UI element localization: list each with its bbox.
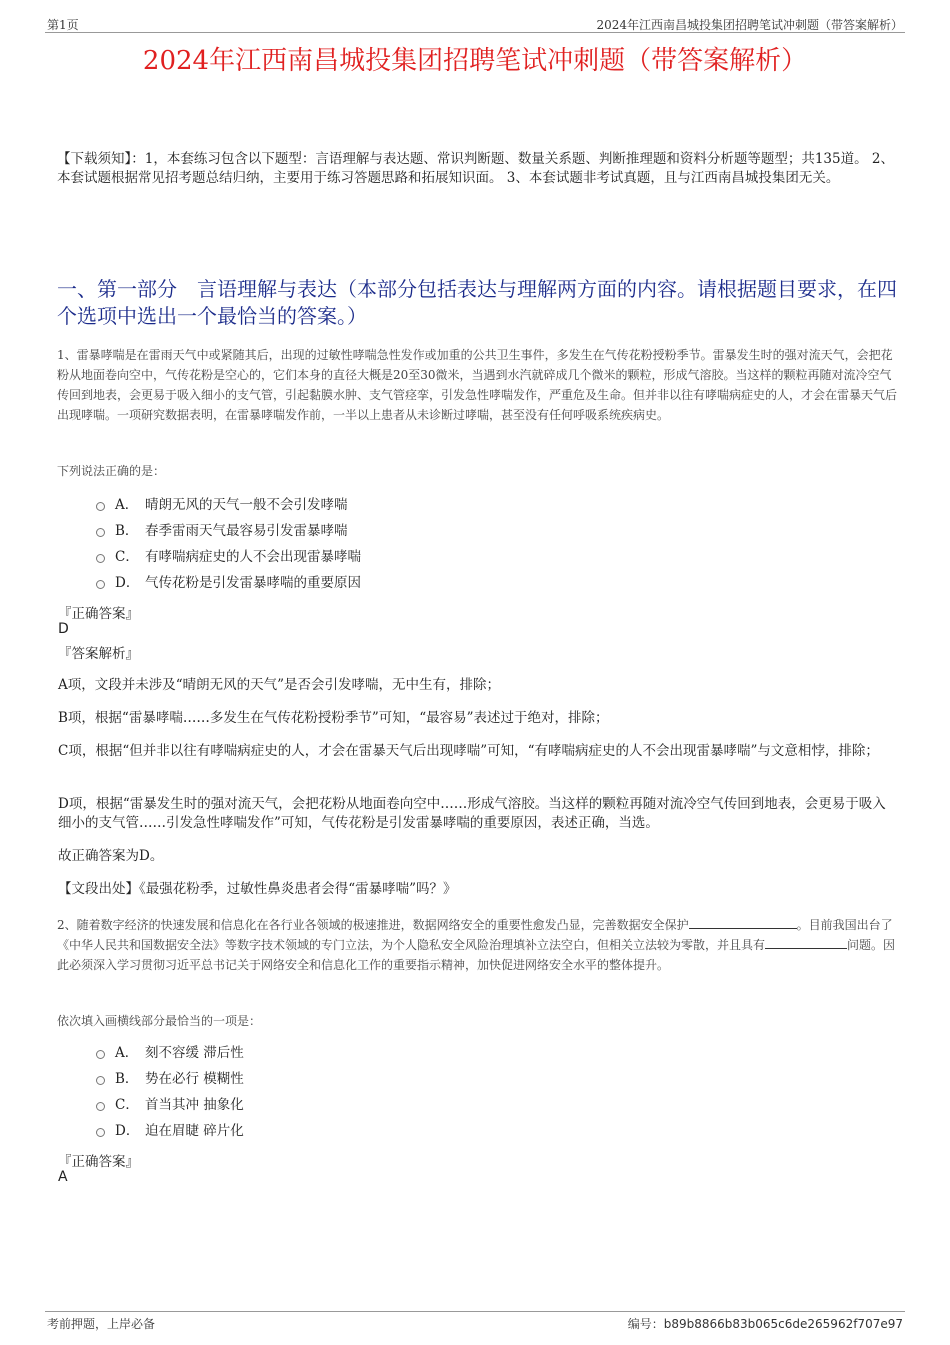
analysis-label: 『答案解析』 bbox=[58, 646, 139, 662]
fill-blank-2 bbox=[765, 936, 847, 949]
answer-label: 『正确答案』 bbox=[58, 1154, 139, 1170]
analysis-a: A项，文段并未涉及“晴朗无风的天气”是否会引发哮喘，无中生有，排除； bbox=[58, 677, 501, 693]
analysis-conclusion: 故正确答案为D。 bbox=[58, 848, 164, 864]
option-c[interactable]: C． 有哮喘病症史的人不会出现雷暴哮喘 bbox=[96, 544, 361, 570]
option-b[interactable]: B． 势在必行 模糊性 bbox=[96, 1066, 244, 1092]
radio-icon[interactable] bbox=[96, 1128, 105, 1137]
fill-blank-1 bbox=[689, 916, 797, 929]
radio-icon[interactable] bbox=[96, 1050, 105, 1059]
question-1-stem: 1、雷暴哮喘是在雷雨天气中或紧随其后，出现的过敏性哮喘急性发作或加重的公共卫生事件，多发生在气传花粉授粉季节。雷暴发生时的强对流天气，会把花粉从地面卷向空中，气传花粉是空心的，它们本身的直径大概是20至30微米，当遇到水汽就碎成几个微米的颗粒，形成气溶胶。当这样的颗粒再随对流冷空气传回到地表，会更易于吸入细小的支气管，引起黏膜水肿、支气管痉挛，引发急性哮喘发作，严重危及生命。但并非以往有哮喘病症史的人，才会在雷暴天气后出现哮喘。一项研究数据表明，在雷暴哮喘发作前，一半以上患者从未诊断过哮喘，甚至没有任何呼吸系统疾病史。 bbox=[57, 348, 898, 422]
option-d[interactable]: D． 气传花粉是引发雷暴哮喘的重要原因 bbox=[96, 570, 361, 596]
answer-label: 『正确答案』 bbox=[58, 606, 139, 622]
question-1-options bbox=[96, 492, 361, 596]
analysis-c: C项，根据“但并非以往有哮喘病症史的人，才会在雷暴天气后出现哮喘”可知，“有哮喘病症史的人不会出现雷暴哮喘”与文意相悖，排除； bbox=[58, 743, 879, 759]
page-header bbox=[45, 14, 905, 33]
page-number: 第1页 bbox=[47, 18, 79, 32]
question-2-prompt: 依次填入画横线部分最恰当的一项是： bbox=[57, 1014, 262, 1028]
radio-icon[interactable] bbox=[96, 1102, 105, 1111]
radio-icon[interactable] bbox=[96, 554, 105, 563]
footer-code: 编号：b89b8866b83b065c6de265962f707e97 bbox=[627, 1317, 903, 1331]
radio-icon[interactable] bbox=[96, 528, 105, 537]
radio-icon[interactable] bbox=[96, 502, 105, 511]
source-note: 【文段出处】《最强花粉季，过敏性鼻炎患者会得“雷暴哮喘”吗？》 bbox=[58, 881, 457, 897]
page-title: 2024年江西南昌城投集团招聘笔试冲刺题（带答案解析） bbox=[142, 46, 808, 76]
option-c[interactable]: C． 首当其冲 抽象化 bbox=[96, 1092, 244, 1118]
download-notice: 【下载须知】：1，本套练习包含以下题型：言语理解与表达题、常识判断题、数量关系题、判断推理题和资料分析题等题型；共135道。 2、本套试题根据常见招考题总结归纳，主要用于练习答题思路和拓展知识面。 3、本套试题非考试真题，且与江西南昌城投集团无关。 bbox=[57, 151, 894, 186]
radio-icon[interactable] bbox=[96, 580, 105, 589]
option-a[interactable]: A． 刻不容缓 滞后性 bbox=[96, 1040, 244, 1066]
answer-value: D bbox=[58, 621, 69, 637]
analysis-d: D项，根据“雷暴发生时的强对流天气，会把花粉从地面卷向空中……形成气溶胶。当这样的颗粒再随对流冷空气传回到地表，会更易于吸入细小的支气管……引发急性哮喘发作”可知，气传花粉是引发雷暴哮喘的重要原因，表述正确，当选。 bbox=[58, 796, 886, 831]
analysis-b: B项，根据“雷暴哮喘……多发生在气传花粉授粉季节”可知，“最容易”表述过于绝对，排除； bbox=[58, 710, 609, 726]
section-heading: 一、第一部分 言语理解与表达（本部分包括表达与理解两方面的内容。请根据题目要求，在四个选项中选出一个最恰当的答案。） bbox=[57, 277, 897, 328]
radio-icon[interactable] bbox=[96, 1076, 105, 1085]
option-b[interactable]: B． 春季雷雨天气最容易引发雷暴哮喘 bbox=[96, 518, 361, 544]
option-d[interactable]: D． 迫在眉睫 碎片化 bbox=[96, 1118, 244, 1144]
page-footer bbox=[45, 1311, 905, 1334]
footer-slogan: 考前押题，上岸必备 bbox=[47, 1317, 156, 1331]
question-2-stem: 2、随着数字经济的快速发展和信息化在各行业各领域的极速推进，数据网络安全的重要性愈发凸显，完善数据安全保护 。目前我国出台了《中华人民共和国数据安全法》等数字技术领域的专门立法，为个人隐私安全风险治理填补立法空白，但相关立法较为零散，并且具有 问题。因此必须深入学习贯彻习近平总书记关于网络安全和信息化工作的重要指示精神，加快促进网络安全水平的整体提升。 bbox=[57, 918, 896, 972]
option-a[interactable]: A． 晴朗无风的天气一般不会引发哮喘 bbox=[96, 492, 361, 518]
question-1-prompt: 下列说法正确的是： bbox=[57, 464, 166, 478]
answer-value: A bbox=[58, 1169, 68, 1185]
header-doc-title: 2024年江西南昌城投集团招聘笔试冲刺题（带答案解析） bbox=[596, 18, 903, 32]
question-2-options bbox=[96, 1040, 244, 1144]
